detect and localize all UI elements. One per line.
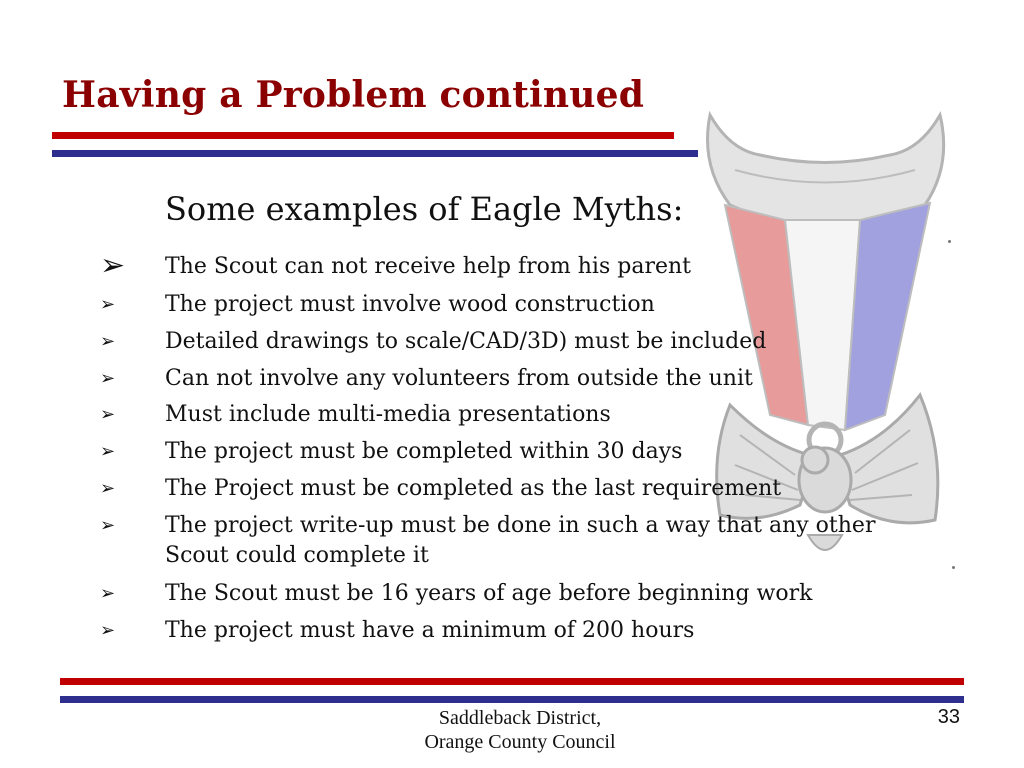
arrow-bullet-icon: ➢ — [100, 620, 116, 641]
decorative-dot — [948, 240, 951, 243]
footer-line-1: Saddleback District, — [438, 707, 602, 729]
bullet-text: The Scout must be 16 years of age before beginning work — [165, 581, 813, 606]
bullet-text: The project write-up must be done in such a way that any other Scout could complete it — [165, 513, 876, 568]
footer-organization — [395, 706, 645, 754]
arrow-bullet-icon: ➢ — [100, 583, 116, 604]
arrow-bullet-icon: ➢ — [100, 331, 116, 352]
bullet-text: The project must be completed within 30 days — [165, 439, 683, 464]
decorative-dot — [952, 566, 955, 569]
bottom-blue-rule — [60, 696, 964, 703]
top-red-rule — [52, 132, 674, 139]
bullet-text: The project must have a minimum of 200 hours — [165, 618, 695, 643]
bullet-text: The Scout can not receive help from his parent — [165, 254, 691, 279]
bottom-red-rule — [60, 678, 964, 685]
bullet-text: Can not involve any volunteers from outside the unit — [165, 366, 753, 391]
arrow-bullet-icon: ➢ — [100, 404, 116, 425]
bullet-text: Detailed drawings to scale/CAD/3D) must be included — [165, 329, 767, 354]
arrow-bullet-icon: ➢ — [100, 515, 116, 536]
arrow-bullet-icon: ➢ — [100, 441, 116, 462]
arrow-bullet-icon: ➢ — [100, 478, 116, 499]
bullet-text: Must include multi-media presentations — [165, 402, 611, 427]
arrow-bullet-icon: ➢ — [100, 294, 116, 315]
bullet-text: The project must involve wood construction — [165, 292, 655, 317]
page-number: 33 — [937, 706, 960, 728]
slide-subtitle: Some examples of Eagle Myths: — [165, 190, 684, 228]
top-blue-rule — [52, 150, 698, 157]
arrow-bullet-icon: ➢ — [100, 248, 126, 283]
slide-title: Having a Problem continued — [62, 74, 645, 116]
arrow-bullet-icon: ➢ — [100, 368, 116, 389]
footer-line-2: Orange County Council — [424, 731, 616, 753]
bullet-text: The Project must be completed as the last requirement — [165, 476, 782, 501]
